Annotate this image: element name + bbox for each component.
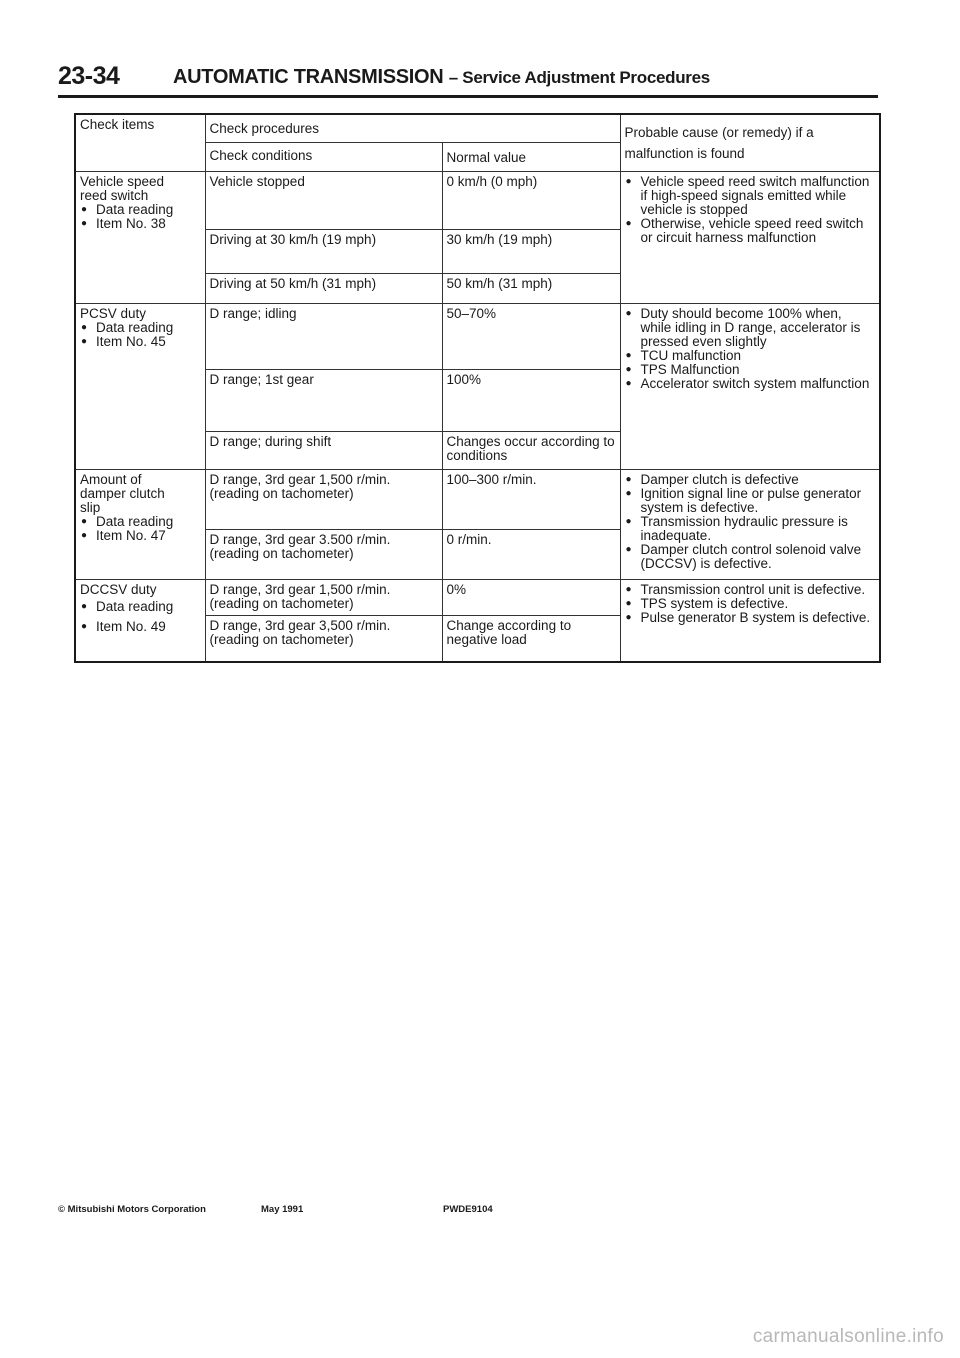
header-check-items: Check items: [75, 114, 205, 172]
list-item: ● Ignition signal line or pulse generator system is defective.: [625, 487, 876, 515]
list-item: ● Pulse generator B system is defective.: [625, 611, 876, 625]
copyright-notice: © Mitsubishi Motors Corporation: [58, 1204, 206, 1215]
list-item: ● TPS system is defective.: [625, 597, 876, 611]
normal-value-cell: 30 km/h (19 mph): [442, 230, 620, 274]
list-item: ● Damper clutch is defective: [625, 473, 876, 487]
header-check-procedures: Check procedures: [205, 114, 620, 143]
check-item-cell: [75, 172, 205, 304]
check-item-bullets: [80, 515, 201, 543]
normal-value-cell: 0 r/min.: [442, 530, 620, 580]
list-item: ● Item No. 49: [80, 617, 201, 637]
list-item: ● Data reading: [80, 321, 201, 335]
check-item-bullets: [80, 203, 201, 231]
check-item-cell: [75, 580, 205, 663]
check-item-bullets: [80, 597, 201, 637]
watermark: carmanualsonline.info: [752, 1326, 944, 1347]
list-item: ● Data reading: [80, 597, 201, 617]
check-item-name: Vehicle speed reed switch: [80, 174, 165, 203]
document-code: PWDE9104: [443, 1204, 493, 1215]
list-item: ● Item No. 45: [80, 335, 201, 349]
list-item: ● Duty should become 100% when, while idling in D range, accelerator is pressed even slightly: [625, 307, 876, 349]
header-normal-value: Normal value: [442, 143, 620, 172]
section-subtitle: – Service Adjustment Procedures: [448, 68, 710, 87]
table-header-row: [75, 114, 880, 143]
cause-cell: [620, 580, 880, 663]
cause-cell: [620, 470, 880, 580]
table-row: [75, 470, 880, 530]
list-item: ● Damper clutch control solenoid valve (DCCSV) is defective.: [625, 543, 876, 571]
condition-cell: D range, 3rd gear 3,500 r/min. (reading on tachometer): [205, 616, 442, 663]
check-item-cell: [75, 470, 205, 580]
list-item: ● Item No. 38: [80, 217, 201, 231]
condition-cell: Driving at 50 km/h (31 mph): [205, 274, 442, 304]
page-header: [58, 62, 878, 98]
list-item: ● Accelerator switch system malfunction: [625, 377, 876, 391]
cause-cell: [620, 172, 880, 304]
normal-value-cell: 100%: [442, 370, 620, 432]
condition-cell: D range; during shift: [205, 432, 442, 470]
section-title: [173, 66, 710, 89]
header-rule: [58, 95, 878, 98]
list-item: ● Item No. 47: [80, 529, 201, 543]
list-item: ● TPS Malfunction: [625, 363, 876, 377]
condition-cell: D range, 3rd gear 3.500 r/min. (reading on tachometer): [205, 530, 442, 580]
normal-value-cell: 0%: [442, 580, 620, 616]
page-number: 23-34: [58, 62, 120, 90]
publication-date: May 1991: [261, 1204, 304, 1215]
cause-cell: [620, 304, 880, 470]
condition-cell: D range, 3rd gear 1,500 r/min. (reading on tachometer): [205, 580, 442, 616]
header-probable-cause: Probable cause (or remedy) if a malfunction is found: [620, 114, 880, 172]
condition-cell: D range, 3rd gear 1,500 r/min. (reading on tachometer): [205, 470, 442, 530]
table-row: [75, 304, 880, 370]
header-check-conditions: Check conditions: [205, 143, 442, 172]
check-item-cell: [75, 304, 205, 470]
check-item-bullets: [80, 321, 201, 349]
cause-list: [625, 473, 876, 571]
list-item: ● Data reading: [80, 203, 201, 217]
list-item: ● Data reading: [80, 515, 201, 529]
table-row: [75, 172, 880, 230]
list-item: ● Transmission hydraulic pressure is inadequate.: [625, 515, 876, 543]
list-item: ● Otherwise, vehicle speed reed switch or circuit harness malfunction: [625, 217, 876, 245]
table-row: [75, 580, 880, 616]
normal-value-cell: 100–300 r/min.: [442, 470, 620, 530]
condition-cell: D range; idling: [205, 304, 442, 370]
check-item-name: DCCSV duty: [80, 582, 157, 597]
section-title-main: AUTOMATIC TRANSMISSION: [173, 66, 444, 88]
condition-cell: D range; 1st gear: [205, 370, 442, 432]
check-table: [74, 113, 881, 663]
condition-cell: Driving at 30 km/h (19 mph): [205, 230, 442, 274]
check-item-name: PCSV duty: [80, 306, 147, 321]
cause-list: [625, 175, 876, 245]
normal-value-cell: Change according to negative load: [442, 616, 620, 663]
condition-cell: Vehicle stopped: [205, 172, 442, 230]
normal-value-cell: 50–70%: [442, 304, 620, 370]
cause-list: [625, 583, 876, 625]
cause-list: [625, 307, 876, 391]
check-item-name: Amount of damper clutch slip: [80, 472, 165, 515]
normal-value-cell: 0 km/h (0 mph): [442, 172, 620, 230]
list-item: ● Transmission control unit is defective.: [625, 583, 876, 597]
list-item: ● Vehicle speed reed switch malfunction if high-speed signals emitted while vehicle is stopped: [625, 175, 876, 217]
normal-value-cell: Changes occur according to conditions: [442, 432, 620, 470]
normal-value-cell: 50 km/h (31 mph): [442, 274, 620, 304]
list-item: ● TCU malfunction: [625, 349, 876, 363]
